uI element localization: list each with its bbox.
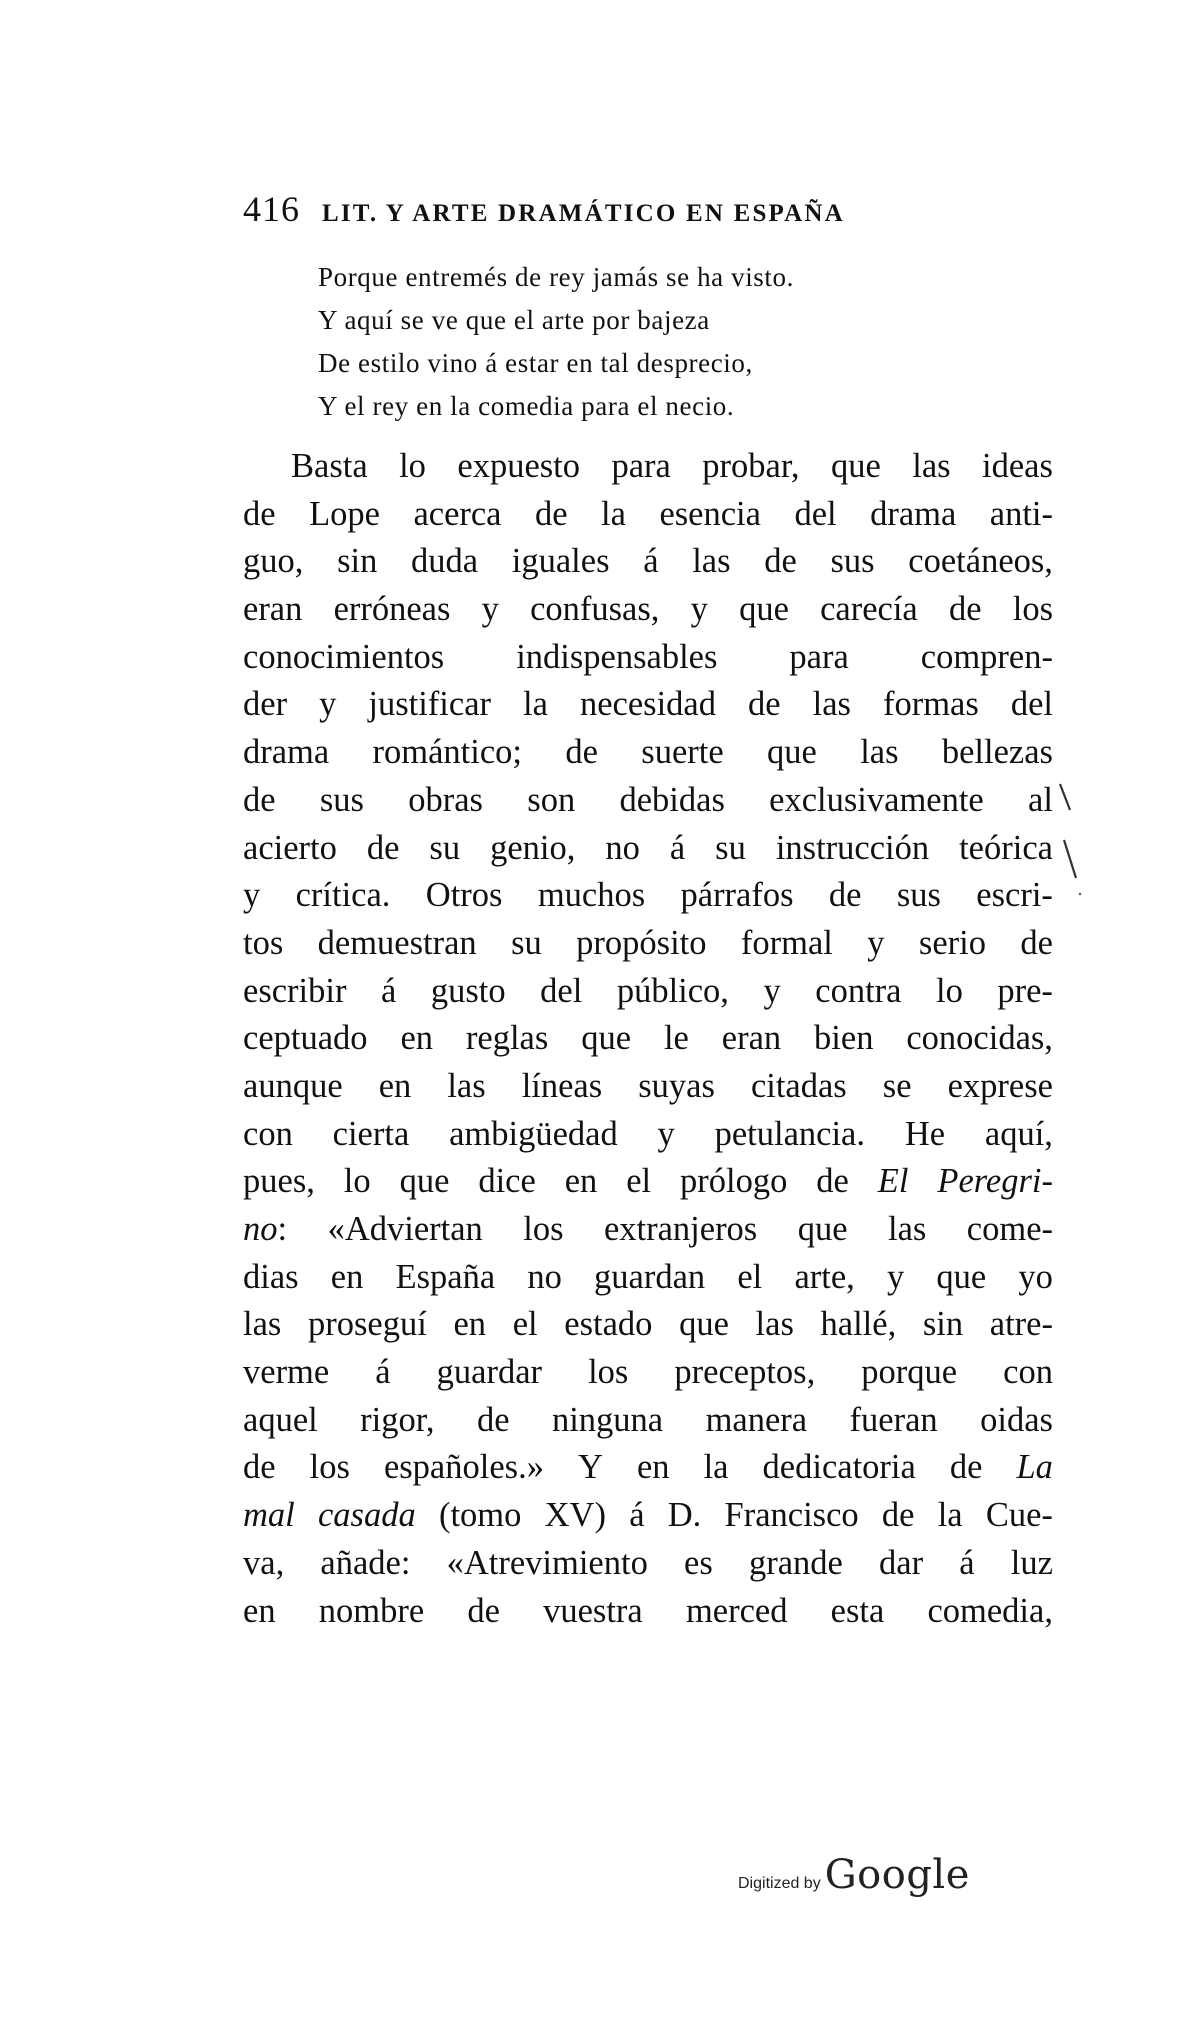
word: compren- bbox=[920, 637, 1053, 676]
word: de bbox=[243, 494, 276, 533]
word: cierta bbox=[332, 1114, 410, 1153]
word: obras bbox=[408, 780, 483, 819]
word: le bbox=[663, 1019, 689, 1058]
word: las bbox=[447, 1066, 486, 1105]
word: que bbox=[581, 1019, 632, 1058]
word: sin bbox=[337, 542, 378, 581]
word: á bbox=[959, 1543, 975, 1582]
margin-pencil-mark bbox=[1058, 782, 1088, 902]
word: La bbox=[1016, 1448, 1053, 1487]
word: su bbox=[429, 828, 461, 867]
word: porque bbox=[861, 1353, 958, 1392]
word: oidas bbox=[980, 1400, 1053, 1439]
word: teórica bbox=[959, 828, 1053, 867]
word: en bbox=[400, 1019, 434, 1058]
word: de bbox=[1020, 923, 1053, 962]
word: y bbox=[690, 590, 708, 629]
word: pre- bbox=[997, 971, 1053, 1010]
word: debidas bbox=[619, 780, 725, 819]
word: pues, bbox=[243, 1162, 315, 1201]
word: formas bbox=[882, 685, 979, 724]
word: y bbox=[319, 685, 337, 724]
word: su bbox=[715, 828, 746, 867]
text-line bbox=[243, 1349, 1053, 1397]
word: preceptos, bbox=[674, 1353, 816, 1392]
word: la bbox=[937, 1496, 963, 1535]
word: gusto bbox=[430, 971, 506, 1010]
word: aquel bbox=[243, 1400, 318, 1439]
word: «Atrevimiento bbox=[446, 1543, 648, 1582]
word: en bbox=[453, 1305, 487, 1344]
word: y bbox=[763, 971, 781, 1010]
word: sus bbox=[896, 876, 941, 915]
word: ideas bbox=[982, 447, 1053, 485]
text-line bbox=[243, 1158, 1053, 1206]
word: es bbox=[684, 1543, 713, 1582]
word: de bbox=[243, 1448, 276, 1487]
word: la bbox=[601, 494, 626, 533]
word: conocidas, bbox=[906, 1019, 1053, 1058]
word: proseguí bbox=[307, 1305, 427, 1344]
word: aunque bbox=[243, 1066, 343, 1105]
word: casada bbox=[317, 1496, 416, 1535]
word: necesidad bbox=[579, 685, 716, 724]
word: acerca bbox=[413, 494, 502, 533]
word: España bbox=[395, 1257, 496, 1296]
word: el bbox=[737, 1257, 763, 1296]
digitized-label: Digitized by bbox=[738, 1875, 821, 1892]
word: sin bbox=[922, 1305, 964, 1344]
word: El bbox=[877, 1162, 909, 1201]
word: bien bbox=[814, 1019, 874, 1058]
word: manera bbox=[705, 1400, 808, 1439]
word: á bbox=[669, 828, 686, 867]
word: del bbox=[540, 971, 583, 1010]
text-line bbox=[243, 681, 1053, 729]
word: los bbox=[523, 1210, 564, 1248]
word: de bbox=[366, 828, 400, 867]
word: que bbox=[831, 447, 881, 485]
word: á bbox=[643, 542, 659, 581]
word: escribir bbox=[243, 971, 347, 1010]
word: de bbox=[949, 1448, 983, 1487]
word: guo, bbox=[243, 542, 304, 581]
word: no bbox=[527, 1257, 562, 1296]
word: son bbox=[527, 780, 576, 819]
google-logo: Google bbox=[824, 1852, 970, 1898]
word: XV) bbox=[544, 1496, 606, 1535]
word: el bbox=[626, 1162, 652, 1201]
word: drama bbox=[870, 494, 957, 533]
word: público, bbox=[616, 971, 729, 1010]
text-line bbox=[243, 1301, 1053, 1349]
body-paragraph bbox=[243, 443, 1053, 1635]
word: Otros bbox=[425, 876, 503, 915]
word: añade: bbox=[320, 1543, 411, 1582]
word: iguales bbox=[511, 542, 610, 581]
text-line bbox=[243, 1492, 1053, 1540]
word: extranjeros bbox=[603, 1210, 758, 1248]
word: de bbox=[565, 733, 598, 772]
word: los bbox=[588, 1353, 629, 1392]
word: con bbox=[243, 1114, 293, 1153]
word: lo bbox=[399, 447, 426, 485]
word: y bbox=[481, 590, 499, 629]
word: de bbox=[816, 1162, 849, 1201]
word: muchos bbox=[537, 876, 646, 915]
word: suyas bbox=[638, 1066, 715, 1105]
word: acierto bbox=[243, 828, 337, 867]
word: «Adviertan bbox=[327, 1210, 483, 1248]
word: Y bbox=[578, 1448, 603, 1487]
word: que bbox=[767, 733, 817, 772]
word: ceptuado bbox=[243, 1019, 368, 1058]
running-title: LIT. Y ARTE DRAMÁTICO EN ESPAÑA bbox=[322, 200, 845, 227]
word: españoles.» bbox=[383, 1448, 544, 1487]
verse-quote bbox=[318, 256, 1018, 428]
word: estado bbox=[564, 1305, 653, 1344]
word: guardan bbox=[594, 1257, 706, 1296]
word: fueran bbox=[849, 1400, 938, 1439]
word: romántico; bbox=[372, 733, 523, 772]
word: comedia, bbox=[927, 1591, 1053, 1630]
word: hallé, bbox=[820, 1305, 897, 1344]
word: de bbox=[534, 494, 568, 533]
word: de bbox=[948, 590, 982, 629]
word: de bbox=[467, 1591, 500, 1630]
word: Basta bbox=[291, 447, 368, 485]
text-line bbox=[243, 729, 1053, 777]
word: que bbox=[797, 1210, 848, 1248]
word: en bbox=[243, 1591, 276, 1630]
text-line bbox=[243, 538, 1053, 586]
word: dias bbox=[243, 1257, 299, 1296]
word: lo bbox=[343, 1162, 371, 1201]
text-line bbox=[243, 825, 1053, 873]
word: der bbox=[243, 685, 288, 724]
word: Cue- bbox=[985, 1496, 1053, 1535]
word: de bbox=[476, 1400, 510, 1439]
word: confusas, bbox=[530, 590, 660, 629]
word: suerte bbox=[641, 733, 724, 772]
word: exprese bbox=[947, 1066, 1053, 1105]
word: nombre bbox=[318, 1591, 425, 1630]
word: exclusivamente bbox=[769, 780, 984, 819]
word: dice bbox=[478, 1162, 536, 1201]
word: rigor, bbox=[360, 1400, 435, 1439]
word: (tomo bbox=[438, 1496, 522, 1535]
word: para bbox=[789, 637, 849, 676]
word: propósito bbox=[576, 923, 707, 962]
verse-line: Y aquí se ve que el arte por bajeza bbox=[318, 305, 710, 335]
text-line bbox=[243, 1206, 1053, 1254]
word: conocimientos bbox=[243, 637, 445, 676]
word: de bbox=[748, 685, 781, 724]
verse-line: Y el rey en la comedia para el necio. bbox=[318, 391, 735, 421]
word: serio bbox=[918, 923, 986, 962]
text-line bbox=[243, 920, 1053, 968]
word: los bbox=[1012, 590, 1053, 629]
word: á bbox=[375, 1353, 391, 1392]
word: carecía bbox=[820, 590, 918, 629]
word: vuestra bbox=[543, 1591, 643, 1630]
word: crítica. bbox=[295, 876, 391, 915]
verse-line: De estilo vino á estar en tal desprecio, bbox=[318, 348, 753, 378]
text-line bbox=[243, 491, 1053, 539]
word: formal bbox=[740, 923, 833, 962]
word: probar, bbox=[702, 447, 800, 485]
word: drama bbox=[243, 733, 330, 772]
word: ambigüedad bbox=[449, 1114, 618, 1153]
word: líneas bbox=[521, 1066, 603, 1105]
word: las bbox=[755, 1305, 794, 1344]
text-line bbox=[243, 777, 1053, 825]
word: eran bbox=[721, 1019, 782, 1058]
word: de bbox=[764, 542, 797, 581]
page-number: 416 bbox=[243, 189, 300, 229]
word: dedicatoria bbox=[762, 1448, 916, 1487]
word: yo bbox=[1018, 1257, 1053, 1296]
text-line bbox=[243, 872, 1053, 920]
word: las bbox=[912, 447, 951, 485]
word: arte, bbox=[794, 1257, 855, 1296]
word: guardar bbox=[436, 1353, 543, 1392]
word: erróneas bbox=[333, 590, 451, 629]
digitized-by-google-watermark bbox=[738, 1852, 970, 1898]
text-line bbox=[243, 1588, 1053, 1636]
text-line bbox=[243, 1063, 1053, 1111]
word: la bbox=[523, 685, 548, 724]
word: que bbox=[399, 1162, 450, 1201]
word: de bbox=[881, 1496, 915, 1535]
word: y bbox=[657, 1114, 675, 1153]
word: luz bbox=[1010, 1543, 1053, 1582]
word: escri- bbox=[976, 876, 1053, 915]
word: He bbox=[904, 1114, 946, 1153]
word: anti- bbox=[989, 494, 1053, 533]
word: no bbox=[605, 828, 640, 867]
word: expuesto bbox=[457, 447, 581, 485]
word: duda bbox=[411, 542, 479, 581]
text-line bbox=[243, 1397, 1053, 1445]
word: párrafos bbox=[680, 876, 794, 915]
word: justificar bbox=[368, 685, 491, 724]
word: se bbox=[882, 1066, 912, 1105]
word: eran bbox=[243, 590, 303, 629]
word: verme bbox=[243, 1353, 330, 1392]
word: va, bbox=[243, 1543, 285, 1582]
word: que bbox=[739, 590, 789, 629]
word: petulancia. bbox=[714, 1114, 865, 1153]
word: mal bbox=[243, 1496, 295, 1535]
running-head bbox=[243, 188, 1003, 238]
word: al bbox=[1028, 780, 1053, 819]
word: con bbox=[1003, 1353, 1053, 1392]
word: del bbox=[794, 494, 837, 533]
text-line bbox=[243, 1540, 1053, 1588]
word: que bbox=[679, 1305, 729, 1344]
word: en bbox=[564, 1162, 598, 1201]
text-line bbox=[243, 968, 1053, 1016]
word: D. bbox=[667, 1496, 702, 1535]
text-line bbox=[243, 586, 1053, 634]
word: que bbox=[936, 1257, 987, 1296]
word: merced bbox=[685, 1591, 788, 1630]
word: instrucción bbox=[775, 828, 930, 867]
word: aquí, bbox=[984, 1114, 1053, 1153]
text-line bbox=[243, 443, 1053, 491]
word: de bbox=[828, 876, 862, 915]
word: genio, bbox=[490, 828, 576, 867]
word: prólogo bbox=[680, 1162, 788, 1201]
word: el bbox=[512, 1305, 538, 1344]
word: y bbox=[243, 876, 261, 915]
word: sus bbox=[830, 542, 875, 581]
word: la bbox=[703, 1448, 729, 1487]
word: para bbox=[611, 447, 671, 485]
text-line bbox=[243, 634, 1053, 682]
word: reglas bbox=[465, 1019, 549, 1058]
word: citadas bbox=[750, 1066, 847, 1105]
word: del bbox=[1010, 685, 1053, 724]
word: contra bbox=[815, 971, 902, 1010]
word: dar bbox=[879, 1543, 924, 1582]
verse-line: Porque entremés de rey jamás se ha visto. bbox=[318, 262, 794, 292]
word: lo bbox=[935, 971, 963, 1010]
word: grande bbox=[748, 1543, 843, 1582]
word: á bbox=[629, 1496, 645, 1535]
word: su bbox=[511, 923, 542, 962]
word: indispensables bbox=[516, 637, 718, 676]
word: atre- bbox=[989, 1305, 1053, 1344]
word: los bbox=[309, 1448, 350, 1487]
word: demuestran bbox=[317, 923, 477, 962]
word: en bbox=[378, 1066, 412, 1105]
word: las bbox=[812, 685, 851, 724]
word: coetáneos, bbox=[908, 542, 1053, 581]
text-line bbox=[243, 1111, 1053, 1159]
word: esta bbox=[830, 1591, 885, 1630]
word: no: bbox=[243, 1210, 288, 1248]
word: de bbox=[243, 780, 276, 819]
word: las bbox=[888, 1210, 927, 1248]
word: y bbox=[886, 1257, 905, 1296]
word: come- bbox=[966, 1210, 1053, 1248]
word: en bbox=[636, 1448, 670, 1487]
word: sus bbox=[319, 780, 364, 819]
word: las bbox=[692, 542, 731, 581]
word: Francisco bbox=[724, 1496, 859, 1535]
word: tos bbox=[243, 923, 284, 962]
word: las bbox=[243, 1305, 282, 1344]
text-line bbox=[243, 1015, 1053, 1063]
word: Lope bbox=[309, 494, 380, 533]
word: en bbox=[330, 1257, 364, 1296]
word: y bbox=[867, 923, 885, 962]
word: esencia bbox=[659, 494, 761, 533]
word: bellezas bbox=[941, 733, 1053, 772]
word: Peregri- bbox=[937, 1162, 1053, 1201]
word: á bbox=[380, 971, 397, 1010]
text-line bbox=[243, 1254, 1053, 1302]
word: ninguna bbox=[551, 1400, 664, 1439]
text-line bbox=[243, 1444, 1053, 1492]
word: las bbox=[860, 733, 899, 772]
